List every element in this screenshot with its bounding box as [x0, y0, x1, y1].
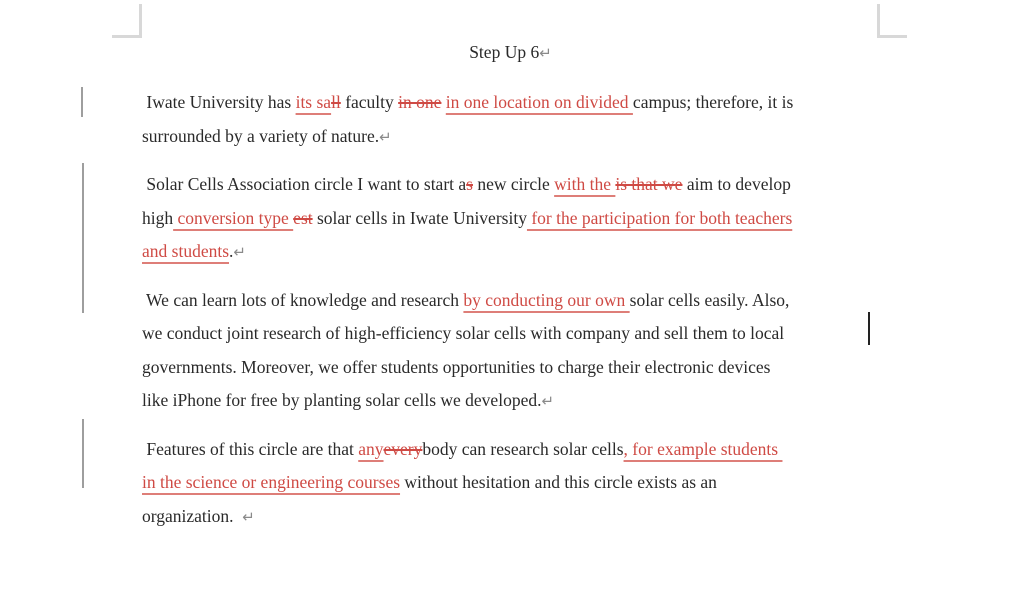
- text-line[interactable]: [142, 235, 879, 270]
- paragraph-mark: ↵: [541, 392, 555, 410]
- deleted-text: ll: [331, 92, 341, 112]
- text-run: aim to develop: [682, 174, 791, 194]
- text-run: surrounded by a variety of nature.: [142, 125, 380, 146]
- text-run: we conduct joint research of high-efficiency solar cells with company and sell them to local: [142, 323, 785, 343]
- text-run: high: [142, 207, 174, 228]
- text-line[interactable]: [142, 86, 879, 120]
- text-run: We can learn lots of knowledge and research: [142, 289, 464, 310]
- text-line[interactable]: [142, 433, 879, 467]
- paragraph-mark: ↵: [233, 243, 246, 261]
- inserted-text: by conducting our own: [463, 289, 630, 310]
- text-line[interactable]: [142, 351, 879, 385]
- deleted-text: s: [466, 174, 473, 194]
- text-run: .: [229, 241, 234, 261]
- text-line[interactable]: [142, 384, 879, 419]
- inserted-text: and students: [142, 241, 230, 261]
- text-run: new circle: [472, 174, 555, 194]
- deleted-text: in one: [398, 92, 442, 112]
- text-run: campus; therefore, it is: [632, 92, 794, 112]
- paragraph-mark: ↵: [539, 44, 552, 62]
- paragraph: [142, 86, 879, 154]
- change-bar: [81, 87, 83, 117]
- change-bar: [82, 419, 84, 488]
- paragraphs-container: [142, 86, 879, 534]
- text-run: Features of this circle are that: [142, 438, 359, 459]
- deleted-text: every: [383, 438, 423, 459]
- inserted-text: its sa: [295, 92, 332, 112]
- title-text: Step Up 6: [469, 42, 540, 62]
- text-line[interactable]: [142, 317, 879, 351]
- inserted-text: , for example students: [623, 438, 783, 459]
- text-run: Solar Cells Association circle I want to start a: [142, 174, 467, 194]
- text-run: organization.: [142, 505, 243, 526]
- text-line[interactable]: [142, 202, 879, 236]
- text-line[interactable]: [142, 284, 879, 318]
- inserted-text: with the: [554, 174, 616, 194]
- deleted-text: is that we: [615, 174, 683, 194]
- paragraph: [142, 433, 879, 535]
- crop-mark-top-left: [112, 4, 142, 38]
- paragraph-mark: ↵: [379, 127, 392, 146]
- deleted-text: est: [293, 207, 313, 228]
- inserted-text: in one location on divided: [445, 92, 633, 112]
- inserted-text: any: [358, 438, 384, 459]
- text-line[interactable]: [142, 500, 879, 535]
- text-run: solar cells in Iwate University: [312, 207, 527, 228]
- document-title: [142, 36, 879, 71]
- document-text-area[interactable]: [142, 36, 879, 534]
- paragraph-mark: ↵: [242, 507, 255, 526]
- text-run: faculty: [340, 92, 399, 112]
- text-line[interactable]: [142, 168, 879, 202]
- inserted-text: for the participation for both teachers: [526, 207, 793, 228]
- paragraph: [142, 168, 879, 270]
- inserted-text: conversion type: [173, 207, 294, 228]
- text-run: without hesitation and this circle exists as an: [400, 472, 717, 492]
- change-bar: [82, 163, 84, 313]
- paragraph: [142, 284, 879, 419]
- text-run: solar cells easily. Also,: [629, 289, 790, 310]
- text-run: body can research solar cells: [422, 438, 624, 459]
- text-run: like iPhone for free by planting solar cells we developed.: [142, 390, 542, 410]
- text-run: Iwate University has: [142, 92, 296, 112]
- inserted-text: in the science or engineering courses: [142, 472, 401, 492]
- text-run: governments. Moreover, we offer students opportunities to charge their electronic devices: [142, 356, 771, 377]
- text-line[interactable]: [142, 120, 879, 155]
- crop-mark-top-right: [877, 4, 907, 38]
- text-line[interactable]: [142, 466, 879, 500]
